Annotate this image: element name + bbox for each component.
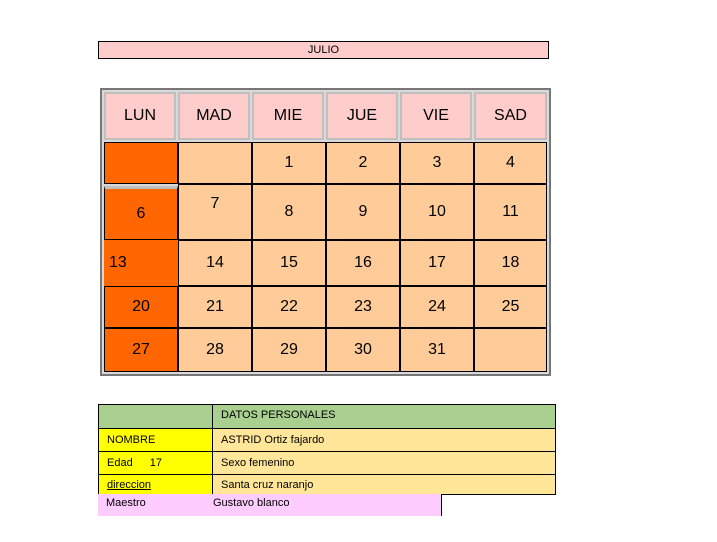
day-cell: 23: [326, 286, 400, 328]
day-cell: 29: [252, 328, 326, 372]
day-cell: 9: [326, 184, 400, 240]
day-cell: 17: [400, 240, 474, 286]
day-cell: 22: [252, 286, 326, 328]
day-cell: [474, 328, 547, 372]
month-title: JULIO: [98, 41, 549, 59]
day-cell: 2: [326, 142, 400, 184]
day-cell: 24: [400, 286, 474, 328]
age-cell: [98, 451, 213, 475]
day-cell: 16: [326, 240, 400, 286]
day-cell: 3: [400, 142, 474, 184]
day-cell: 4: [474, 142, 547, 184]
day-cell: 13: [104, 240, 178, 286]
teacher-value: Gustavo blanco: [213, 497, 290, 509]
address-label: [98, 474, 213, 495]
sex-value: Sexo femenino: [212, 451, 556, 475]
name-label: NOMBRE: [98, 428, 213, 452]
day-header-wed: MIE: [252, 92, 324, 140]
header-blank-cell: [98, 404, 213, 429]
day-header-sat: SAD: [474, 92, 547, 140]
day-cell: 15: [252, 240, 326, 286]
name-value: ASTRID Ortiz fajardo: [212, 428, 556, 452]
section-title: DATOS PERSONALES: [212, 404, 556, 429]
day-header-thu: JUE: [326, 92, 398, 140]
teacher-row: [98, 494, 442, 516]
day-cell: 18: [474, 240, 547, 286]
day-cell: 20: [104, 286, 178, 328]
day-cell: 28: [178, 328, 252, 372]
day-cell: 1: [252, 142, 326, 184]
day-cell: 14: [178, 240, 252, 286]
day-cell: [178, 142, 252, 184]
calendar-grid: [100, 88, 551, 376]
day-header-mon: LUN: [104, 92, 176, 140]
address-label-text: direccion: [107, 479, 152, 491]
day-cell: 21: [178, 286, 252, 328]
day-header-fri: VIE: [400, 92, 472, 140]
day-cell: 30: [326, 328, 400, 372]
day-cell: 10: [400, 184, 474, 240]
day-cell: [104, 142, 178, 184]
address-value: Santa cruz naranjo: [212, 474, 556, 495]
day-header-tue: MAD: [178, 92, 250, 140]
day-cell: 31: [400, 328, 474, 372]
day-cell: 8: [252, 184, 326, 240]
age-label: Edad: [107, 457, 133, 469]
day-cell: 11: [474, 184, 547, 240]
day-cell: 7: [178, 184, 252, 240]
day-cell: 6: [104, 186, 178, 240]
age-value: 17: [149, 457, 163, 469]
teacher-label: Maestro: [106, 497, 146, 509]
day-cell: 25: [474, 286, 547, 328]
day-cell: 27: [104, 328, 178, 372]
